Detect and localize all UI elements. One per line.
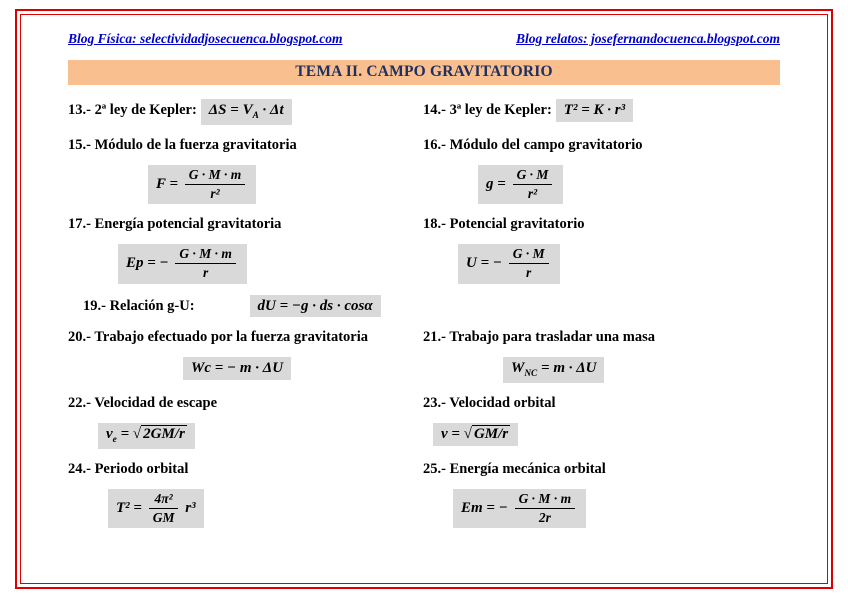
item-label: 14.- 3ª ley de Kepler: [423, 102, 552, 118]
fraction-denominator: r [203, 265, 209, 281]
formula-text: r³ [181, 500, 196, 517]
square-root [464, 425, 510, 442]
formula-row [68, 215, 780, 233]
formula-highlight [453, 489, 586, 528]
fraction-numerator: G · M · m [175, 246, 236, 264]
item-label: 19.- Relación g-U: [83, 297, 195, 314]
fraction-numerator: 4π² [149, 491, 179, 509]
formula-text: U = − [466, 255, 506, 272]
subscript: A [252, 111, 259, 121]
fraction-denominator: r² [527, 185, 538, 201]
fraction [185, 167, 246, 202]
formula-row [68, 295, 780, 318]
header [68, 31, 780, 47]
document-page [21, 15, 827, 583]
formula-text: F = [156, 175, 182, 192]
formula-row [68, 328, 780, 346]
formula-cell [423, 394, 780, 412]
formula-cell [68, 394, 423, 412]
radical-sign: √ [463, 426, 472, 443]
formula-cell [423, 99, 780, 122]
formula-cell [423, 328, 780, 346]
item-label: 18.- Potencial gravitatorio [423, 216, 585, 233]
formula-text: Wc = − m · ΔU [191, 360, 284, 377]
formula-cell [68, 423, 423, 449]
formula-text: T² = [116, 500, 146, 517]
item-label: 25.- Energía mecánica orbital [423, 460, 606, 477]
item-label: 20.- Trabajo efectuado por la fuerza gravitatoria [68, 329, 369, 346]
subscript: e [112, 435, 117, 446]
title-banner [68, 60, 780, 85]
formula-text: v = [441, 426, 464, 443]
formula-row [68, 99, 780, 125]
formula-highlight [503, 357, 604, 383]
blog-relatos-link[interactable]: Blog relatos: josefernandocuenca.blogspot.com [516, 31, 780, 46]
formula-cell [423, 244, 780, 283]
formula-text: W [511, 360, 525, 377]
formula-text: ΔS = V [208, 102, 253, 118]
formula-cell [423, 357, 780, 383]
formula-cell [423, 165, 780, 204]
formula-cell [423, 215, 780, 233]
item-label: 21.- Trabajo para trasladar una masa [423, 329, 656, 346]
formula-text: · Δt [258, 102, 284, 118]
formula-text: = [116, 426, 133, 443]
fraction [513, 167, 553, 202]
item-label: 13.- 2ª ley de Kepler: [68, 102, 197, 118]
item-label: 23.- Velocidad orbital [423, 395, 556, 412]
fraction-numerator: G · M [509, 246, 549, 264]
formula-cell [68, 328, 423, 346]
formula-text: Em = − [461, 500, 512, 517]
formula-list [68, 99, 780, 528]
formula-cell [68, 295, 780, 318]
formula-cell [68, 357, 423, 380]
item-label: 22.- Velocidad de escape [68, 395, 218, 412]
formula-cell [68, 244, 423, 283]
formula-text: dU = −g · ds · cosα [257, 297, 373, 314]
formula-row [68, 423, 780, 449]
formula-highlight [478, 165, 563, 204]
square-root [133, 425, 187, 442]
formula-cell [423, 460, 780, 478]
formula-text: T² = K · r³ [563, 102, 626, 118]
fraction-denominator: 2r [538, 510, 551, 526]
formula-highlight [556, 99, 633, 122]
formula-row [68, 136, 780, 154]
formula-cell [423, 489, 780, 528]
formula-cell [423, 136, 780, 154]
formula-cell [68, 165, 423, 204]
formula-row [68, 489, 780, 528]
fraction-numerator: G · M · m [185, 167, 246, 185]
fraction-denominator: r [526, 265, 532, 281]
radicand: 2GM/r [143, 426, 185, 443]
fraction [509, 246, 549, 281]
subscript: NC [524, 369, 538, 380]
fraction [149, 491, 179, 526]
item-label: 24.- Periodo orbital [68, 460, 189, 477]
fraction [175, 246, 236, 281]
formula-highlight [98, 423, 195, 449]
formula-highlight [433, 423, 518, 446]
formula-text: Ep = − [126, 255, 173, 272]
fraction-numerator: G · M · m [515, 491, 576, 509]
formula-highlight [118, 244, 247, 283]
blog-fisica-link[interactable]: Blog Física: selectividadjosecuenca.blogspot.com [68, 31, 343, 46]
formula-cell [68, 99, 423, 125]
formula-highlight [458, 244, 560, 283]
formula-highlight [183, 357, 291, 380]
fraction-denominator: GM [152, 510, 175, 526]
formula-row [68, 165, 780, 204]
item-label: 16.- Módulo del campo gravitatorio [423, 136, 643, 153]
formula-highlight [201, 99, 292, 125]
fraction [515, 491, 576, 526]
formula-cell [68, 489, 423, 528]
formula-row [68, 394, 780, 412]
fraction-numerator: G · M [513, 167, 553, 185]
formula-cell [68, 136, 423, 154]
fraction-denominator: r² [210, 185, 220, 201]
formula-highlight [148, 165, 256, 204]
formula-cell [68, 215, 423, 233]
formula-text: g = [486, 175, 510, 192]
formula-row [68, 460, 780, 478]
item-label: 17.- Energía potencial gravitatoria [68, 216, 282, 233]
radicand: GM/r [473, 426, 509, 443]
page-title: TEMA II. CAMPO GRAVITATORIO [295, 63, 553, 80]
formula-highlight [250, 295, 381, 318]
formula-text: = m · ΔU [537, 360, 597, 377]
radical-sign: √ [132, 426, 142, 443]
item-label: 15.- Módulo de la fuerza gravitatoria [68, 136, 297, 153]
formula-row [68, 357, 780, 383]
formula-cell [423, 423, 780, 446]
formula-row [68, 244, 780, 283]
formula-highlight [108, 489, 204, 528]
formula-text: v [106, 426, 113, 443]
formula-cell [68, 460, 423, 478]
